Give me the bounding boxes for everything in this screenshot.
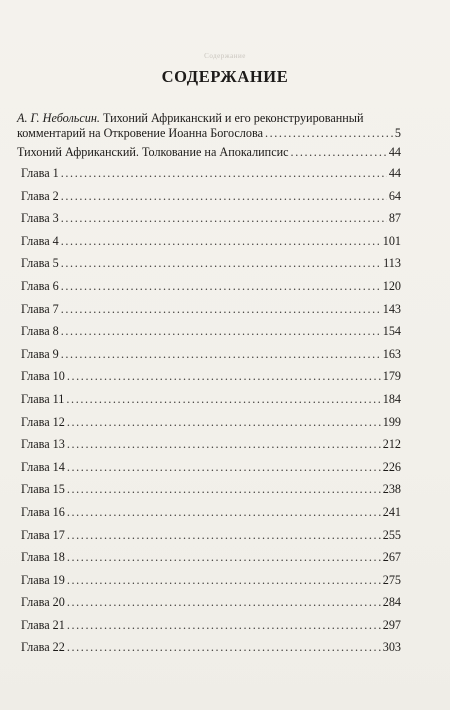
page-title: СОДЕРЖАНИЕ bbox=[161, 67, 289, 86]
chapter-label: Глава 13 bbox=[21, 437, 65, 452]
essay-title-part-2: комментарий на Откровение Иоанна Богослова bbox=[17, 126, 263, 140]
essay-author: А. Г. Небольсин. bbox=[17, 111, 100, 125]
page-number: 212 bbox=[382, 437, 401, 452]
chapter-label: Глава 7 bbox=[21, 301, 59, 316]
toc-entry-chapter bbox=[17, 595, 401, 618]
toc-entry-chapter bbox=[17, 550, 401, 573]
dot-leader bbox=[67, 618, 381, 633]
chapter-label: Глава 19 bbox=[21, 572, 65, 587]
page-number: 267 bbox=[382, 550, 401, 565]
dot-leader bbox=[61, 234, 381, 249]
chapter-label: Глава 12 bbox=[21, 414, 65, 429]
toc-entry-chapter bbox=[17, 302, 401, 325]
toc-entry-chapter bbox=[17, 189, 401, 212]
chapter-label: Глава 11 bbox=[21, 391, 65, 406]
page-number: 143 bbox=[382, 301, 401, 316]
chapter-label: Глава 18 bbox=[21, 550, 65, 565]
dot-leader bbox=[67, 415, 381, 430]
dot-leader bbox=[67, 550, 381, 565]
page-number: 255 bbox=[382, 527, 401, 542]
page-number: 303 bbox=[382, 640, 401, 655]
chapter-list bbox=[17, 166, 401, 663]
toc-entry-chapter bbox=[17, 347, 401, 370]
chapter-label: Глава 6 bbox=[21, 278, 59, 293]
dot-leader bbox=[61, 324, 381, 339]
toc-entry-essay bbox=[17, 111, 401, 141]
toc-entry-chapter bbox=[17, 211, 401, 234]
chapter-label: Глава 17 bbox=[21, 527, 65, 542]
essay-line-1 bbox=[17, 111, 401, 126]
chapter-label: Глава 1 bbox=[21, 166, 59, 180]
page-number: 275 bbox=[382, 572, 401, 587]
dot-leader bbox=[66, 392, 380, 407]
toc-entry-chapter bbox=[17, 640, 401, 663]
page-number: 120 bbox=[382, 278, 401, 293]
essay-line-2 bbox=[17, 126, 401, 141]
chapter-label: Глава 3 bbox=[21, 211, 59, 226]
chapter-label: Глава 2 bbox=[21, 188, 59, 203]
dot-leader bbox=[61, 211, 387, 226]
dot-leader bbox=[67, 640, 381, 655]
chapter-label: Глава 22 bbox=[21, 640, 65, 655]
toc-entry-chapter bbox=[17, 573, 401, 596]
page-number: 64 bbox=[388, 188, 401, 203]
toc-entry-chapter bbox=[17, 256, 401, 279]
dot-leader bbox=[265, 126, 393, 141]
chapter-label: Глава 14 bbox=[21, 459, 65, 474]
dot-leader bbox=[61, 347, 381, 362]
dot-leader bbox=[67, 482, 381, 497]
toc-entry-chapter bbox=[17, 369, 401, 392]
chapter-label: Глава 21 bbox=[21, 617, 65, 632]
page-number: 154 bbox=[382, 324, 401, 339]
essay-title-part-1: Тихоний Африканский и его реконструированный bbox=[99, 111, 364, 125]
table-of-contents bbox=[17, 111, 401, 663]
toc-entry-chapter bbox=[17, 528, 401, 551]
chapter-label: Глава 20 bbox=[21, 595, 65, 610]
running-head: Содержание bbox=[204, 52, 246, 60]
toc-entry-chapter bbox=[17, 618, 401, 641]
page-number: 226 bbox=[382, 459, 401, 474]
page-number: 241 bbox=[382, 504, 401, 519]
toc-entry-chapter bbox=[17, 437, 401, 460]
dot-leader bbox=[67, 369, 381, 384]
chapter-label: Глава 5 bbox=[21, 256, 59, 271]
page-number: 199 bbox=[382, 414, 401, 429]
page-number: 179 bbox=[382, 369, 401, 384]
chapter-label: Глава 16 bbox=[21, 504, 65, 519]
page-number: 5 bbox=[394, 126, 401, 140]
dot-leader bbox=[67, 460, 381, 475]
toc-entry-main bbox=[17, 145, 401, 160]
dot-leader bbox=[67, 437, 381, 452]
page-number: 238 bbox=[382, 482, 401, 497]
chapter-label: Глава 9 bbox=[21, 346, 59, 361]
page-number: 297 bbox=[382, 617, 401, 632]
dot-leader bbox=[67, 505, 381, 520]
chapter-label: Глава 10 bbox=[21, 369, 65, 384]
toc-entry-chapter bbox=[17, 279, 401, 302]
dot-leader bbox=[67, 573, 381, 588]
page-number: 87 bbox=[388, 211, 401, 226]
toc-entry-chapter bbox=[17, 234, 401, 257]
toc-entry-chapter bbox=[17, 460, 401, 483]
page-number: 113 bbox=[383, 256, 401, 271]
page-number: 163 bbox=[382, 346, 401, 361]
toc-entry-label: Тихоний Африканский. Толкование на Апокалипсис bbox=[17, 144, 289, 159]
toc-entry-chapter bbox=[17, 415, 401, 438]
dot-leader bbox=[67, 595, 381, 610]
toc-entry-chapter bbox=[17, 482, 401, 505]
chapter-label: Глава 4 bbox=[21, 233, 59, 248]
page-number: 44 bbox=[388, 144, 401, 159]
page-number: 101 bbox=[382, 233, 401, 248]
dot-leader bbox=[291, 145, 387, 160]
dot-leader bbox=[61, 166, 387, 181]
dot-leader bbox=[61, 279, 381, 294]
page-number: 44 bbox=[388, 166, 401, 180]
dot-leader bbox=[61, 256, 381, 271]
toc-entry-chapter bbox=[17, 166, 401, 189]
toc-entry-chapter bbox=[17, 505, 401, 528]
dot-leader bbox=[61, 302, 381, 317]
dot-leader bbox=[67, 528, 381, 543]
page-number: 184 bbox=[382, 391, 401, 406]
chapter-label: Глава 15 bbox=[21, 482, 65, 497]
page-number: 284 bbox=[382, 595, 401, 610]
toc-entry-chapter bbox=[17, 392, 401, 415]
toc-entry-chapter bbox=[17, 324, 401, 347]
chapter-label: Глава 8 bbox=[21, 324, 59, 339]
dot-leader bbox=[61, 189, 387, 204]
